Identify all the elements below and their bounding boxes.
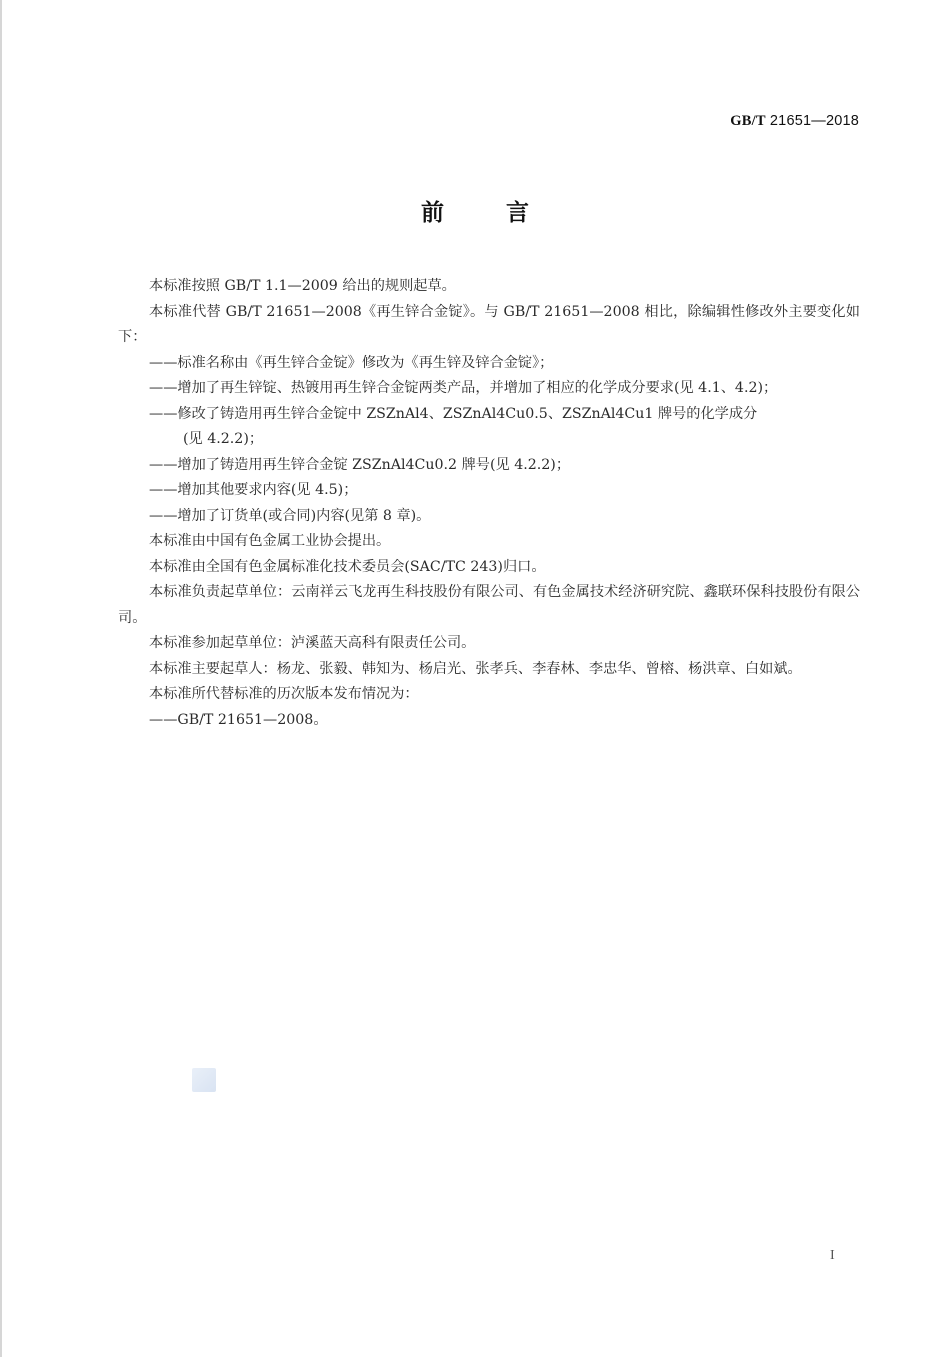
change-list-item: ——增加了订货单(或合同)内容(见第 8 章)。 (149, 507, 431, 524)
change-list-item (118, 402, 860, 453)
paragraph: 本标准由中国有色金属工业协会提出。 (149, 533, 391, 549)
paragraph: 本标准所代替标准的历次版本发布情况为： (149, 686, 419, 702)
page-number: I (830, 1248, 835, 1263)
change-list-item-text: ——修改了铸造用再生锌合金锭中 ZSZnAl4、ZSZnAl4Cu0.5、ZSZnAl4Cu1 牌号的化学成分 (149, 405, 758, 422)
change-list-item: ——增加了铸造用再生锌合金锭 ZSZnAl4Cu0.2 牌号(见 4.2.2)； (149, 456, 571, 473)
faint-watermark-mark (192, 1068, 216, 1092)
paragraph: 本标准参加起草单位：泸溪蓝天高科有限责任公司。 (149, 635, 476, 651)
paragraph: 本标准由全国有色金属标准化技术委员会(SAC/TC 243)归口。 (149, 558, 546, 575)
page-title: 前言 (421, 200, 591, 226)
standard-number: 21651—2018 (769, 113, 859, 129)
paragraph: 本标准主要起草人：杨龙、张毅、韩知为、杨启光、张孝兵、李春林、李忠华、曾榕、杨洪章、白如斌。 (149, 660, 802, 677)
change-list-item: ——增加了再生锌锭、热镀用再生锌合金锭两类产品，并增加了相应的化学成分要求(见 4.1、4.2)； (149, 380, 778, 396)
standard-prefix: GB/T (730, 113, 766, 129)
change-list-item-continuation: (见 4.2.2)； (183, 431, 264, 447)
change-list-item: ——增加其他要求内容(见 4.5)； (149, 482, 358, 498)
paragraph: 本标准按照 GB/T 1.1—2009 给出的规则起草。 (149, 278, 456, 294)
paragraph: 本标准负责起草单位：云南祥云飞龙再生科技股份有限公司、有色金属技术经济研究院、鑫联环保科技股份有限公司。 (118, 584, 860, 626)
standard-code (730, 113, 859, 130)
change-list-item: ——标准名称由《再生锌合金锭》修改为《再生锌及锌合金锭》； (149, 354, 554, 371)
document-body (118, 274, 860, 733)
paragraph: 本标准代替 GB/T 21651—2008《再生锌合金锭》。与 GB/T 21651—2008 相比，除编辑性修改外主要变化如下： (118, 303, 860, 345)
history-list-item: ——GB/T 21651—2008。 (149, 711, 328, 728)
